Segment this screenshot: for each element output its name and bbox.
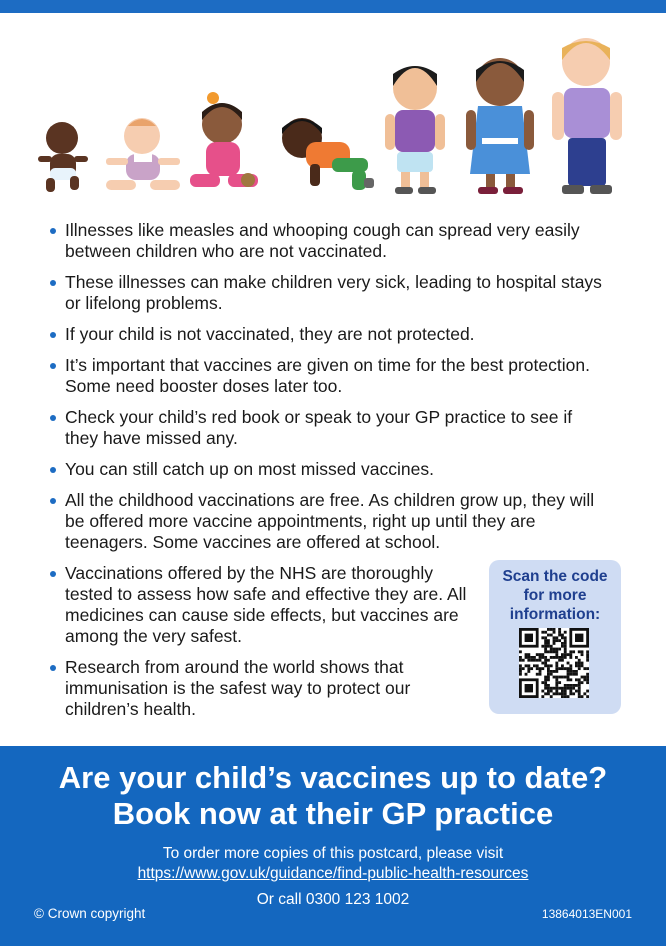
list-item <box>48 657 475 720</box>
girl-dress-icon <box>466 58 534 194</box>
child-crawling-icon <box>282 118 374 190</box>
list-item <box>48 407 608 449</box>
baby-lying-icon <box>38 122 88 192</box>
list-item <box>48 220 608 262</box>
bullet-text: Vaccinations offered by the NHS are thoroughly tested to assess how safe and effective they are. All medicines can cause side effects, but vaccines are among the very safest. <box>65 563 467 646</box>
bullet-dot-icon <box>50 332 56 338</box>
crown-copyright: © Crown copyright <box>34 906 146 921</box>
bullet-text: Illnesses like measles and whooping cough can spread very easily between children who are not vaccinated. <box>65 220 580 261</box>
list-item <box>48 272 608 314</box>
list-item <box>48 490 608 553</box>
baby-sitting-icon <box>106 118 180 190</box>
resources-link[interactable]: https://www.gov.uk/guidance/find-public-health-resources <box>137 865 529 882</box>
call-text: Or call 0300 123 1002 <box>256 891 410 908</box>
bullet-text: All the childhood vaccinations are free. As children grow up, they will be offered more vaccine appointments, right up until they are teenagers. Some vaccines are offered at school. <box>65 490 595 552</box>
bullet-text: You can still catch up on most missed vaccines. <box>65 459 434 479</box>
qr-callout <box>489 560 621 714</box>
girl-standing-icon <box>385 66 445 194</box>
bullet-text: If your child is not vaccinated, they are not protected. <box>65 324 475 344</box>
list-item <box>48 563 475 647</box>
bullet-dot-icon <box>50 228 56 234</box>
qr-caption: Scan the code for more information: <box>502 568 608 623</box>
footer-banner <box>0 746 666 946</box>
list-item <box>48 355 608 397</box>
bullet-dot-icon <box>50 467 56 473</box>
top-accent-bar <box>0 0 666 13</box>
bullet-text: It’s important that vaccines are given on time for the best protection. Some need booster doses later too. <box>65 355 590 396</box>
bullet-dot-icon <box>50 363 56 369</box>
bullet-dot-icon <box>50 498 56 504</box>
headline <box>0 760 666 832</box>
bullet-text: Check your child’s red book or speak to your GP practice to see if they have missed any. <box>65 407 573 448</box>
headline-line-2: Book now at their GP practice <box>112 796 554 831</box>
list-item <box>48 459 608 480</box>
bullet-dot-icon <box>50 571 56 577</box>
list-item <box>48 324 608 345</box>
bullet-dot-icon <box>50 415 56 421</box>
bullet-text: These illnesses can make children very sick, leading to hospital stays or lifelong problems. <box>65 272 602 313</box>
bullet-dot-icon <box>50 280 56 286</box>
qr-code-icon[interactable] <box>519 628 589 698</box>
toddler-sitting-icon <box>190 92 258 187</box>
children-illustration <box>30 30 640 200</box>
bullet-dot-icon <box>50 665 56 671</box>
bullet-text: Research from around the world shows that immunisation is the safest way to protect our children’s health. <box>65 657 411 719</box>
reference-code: 13864013EN001 <box>541 907 632 921</box>
boy-standing-icon <box>552 38 622 194</box>
order-text: To order more copies of this postcard, please visit <box>162 845 504 862</box>
headline-line-1: Are your child’s vaccines up to date? <box>58 760 608 795</box>
